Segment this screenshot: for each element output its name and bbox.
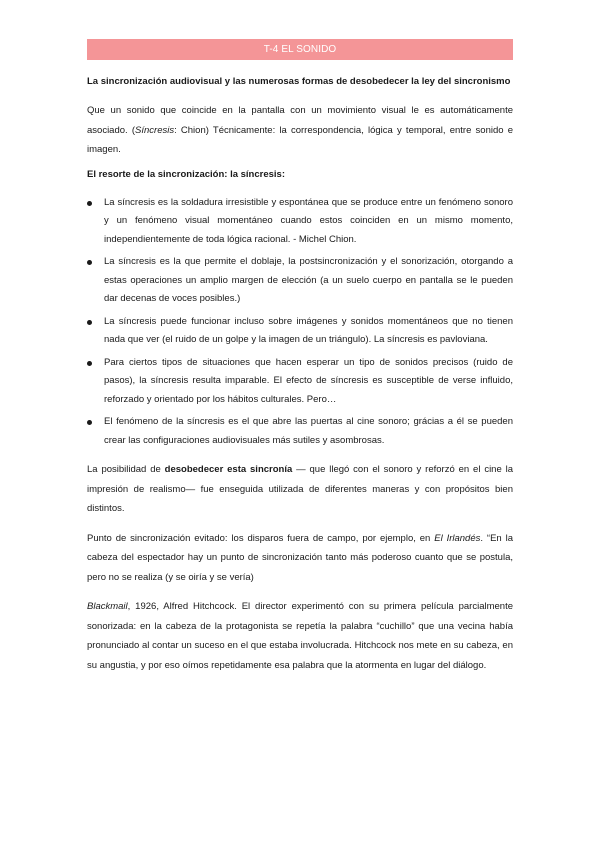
bullet-text: La síncresis es la soldadura irresistible y espontánea que se produce entre un fenómeno sonoro y un fenómeno visual momentáneo cuando estos coinciden en un mismo momento, independientemente de toda lógica racional. - Michel Chion. xyxy=(104,196,513,245)
desobedecer-text-after: — que llegó con el sonoro y reforzó en el cine la impresión de realismo— fue enseguida utilizada de diferentes maneras y con propósitos bien distintos. xyxy=(87,464,514,514)
bullet-text: La síncresis puede funcionar incluso sobre imágenes y sonidos momentáneos que no tienen nada que ver (el ruido de un golpe y la imagen de un triángulo). La síncresis es pavloviana. xyxy=(104,315,513,345)
bullet-text: El fenómeno de la síncresis es el que abre las puertas al cine sonoro; grácias a él se pueden crear las configuraciones audiovisuales más sutiles y asombrosas. xyxy=(104,416,513,446)
intro-emphasis: Síncresis xyxy=(135,124,175,136)
bullet-list xyxy=(87,194,513,451)
bullet-icon xyxy=(87,361,92,366)
document-title: T-4 EL SONIDO xyxy=(87,39,513,60)
intro-text-before: Que un sonido que coincide en la pantalla con un movimiento visual le es automáticamente asociado. ( xyxy=(87,105,513,136)
paragraph-sync-point xyxy=(87,529,513,588)
document-subtitle: La sincronización audiovisual y las numerosas formas de desobedecer la ley del sincronismo xyxy=(87,76,511,87)
intro-paragraph xyxy=(87,101,513,160)
intro-text-after: : Chion) Técnicamente: la correspondencia, lógica y temporal, entre sonido e imagen. xyxy=(87,124,513,155)
bullet-icon xyxy=(87,320,92,325)
paragraph-blackmail xyxy=(87,597,513,675)
list-item xyxy=(87,253,513,309)
bullet-text: Para ciertos tipos de situaciones que hacen esperar un tipo de sonidos precisos (ruido de pasos), la síncresis resulta imparable. El efecto de síncresis es susceptible de verse influido, reforzado y orientado por los hábitos culturales. Pero… xyxy=(104,356,513,405)
sync-point-text-after: . “En la cabeza del espectador hay un punto de sincronización tanto más poderoso cuanto que se postula, pero no se realiza (y se oiría y se vería) xyxy=(87,532,513,583)
list-item xyxy=(87,313,513,350)
desobedecer-bold: desobedecer esta sincronía xyxy=(164,464,293,475)
bullet-text: La síncresis es la que permite el doblaje, la postsincronización y el sonorización, otorgando a estas operaciones un amplio margen de elección (a un suelo cuerpo en pantalla se le pueden dar decenas de voces posibles.) xyxy=(104,256,513,304)
blackmail-emphasis: Blackmail xyxy=(87,601,128,612)
section-heading: El resorte de la sincronización: la síncresis: xyxy=(87,168,285,180)
list-item xyxy=(87,194,513,250)
sync-point-text-before: Punto de sincronización evitado: los disparos fuera de campo, por ejemplo, en xyxy=(87,532,435,544)
desobedecer-text-before: La posibilidad de xyxy=(87,464,165,475)
document-page xyxy=(87,39,513,675)
bullet-icon xyxy=(87,420,92,425)
list-item xyxy=(87,354,513,410)
bullet-icon xyxy=(87,260,92,265)
bullet-icon xyxy=(87,201,92,206)
paragraph-desobedecer xyxy=(87,460,513,519)
blackmail-text-after: , 1926, Alfred Hitchcock. El director experimentó con su primera película parcialmente sonorizada: en la cabeza de la protagonista se repetía la palabra “cuchillo” que una vecina había pronunciado al contar un suceso en el que estaba involucrada. Hitchcock nos mete en su cabeza, en su angustia, y por eso oímos repetidamente esa palabra que la atormenta en lugar del diálogo. xyxy=(87,601,513,671)
list-item xyxy=(87,413,513,450)
sync-point-emphasis: El Irlandés xyxy=(434,532,481,544)
